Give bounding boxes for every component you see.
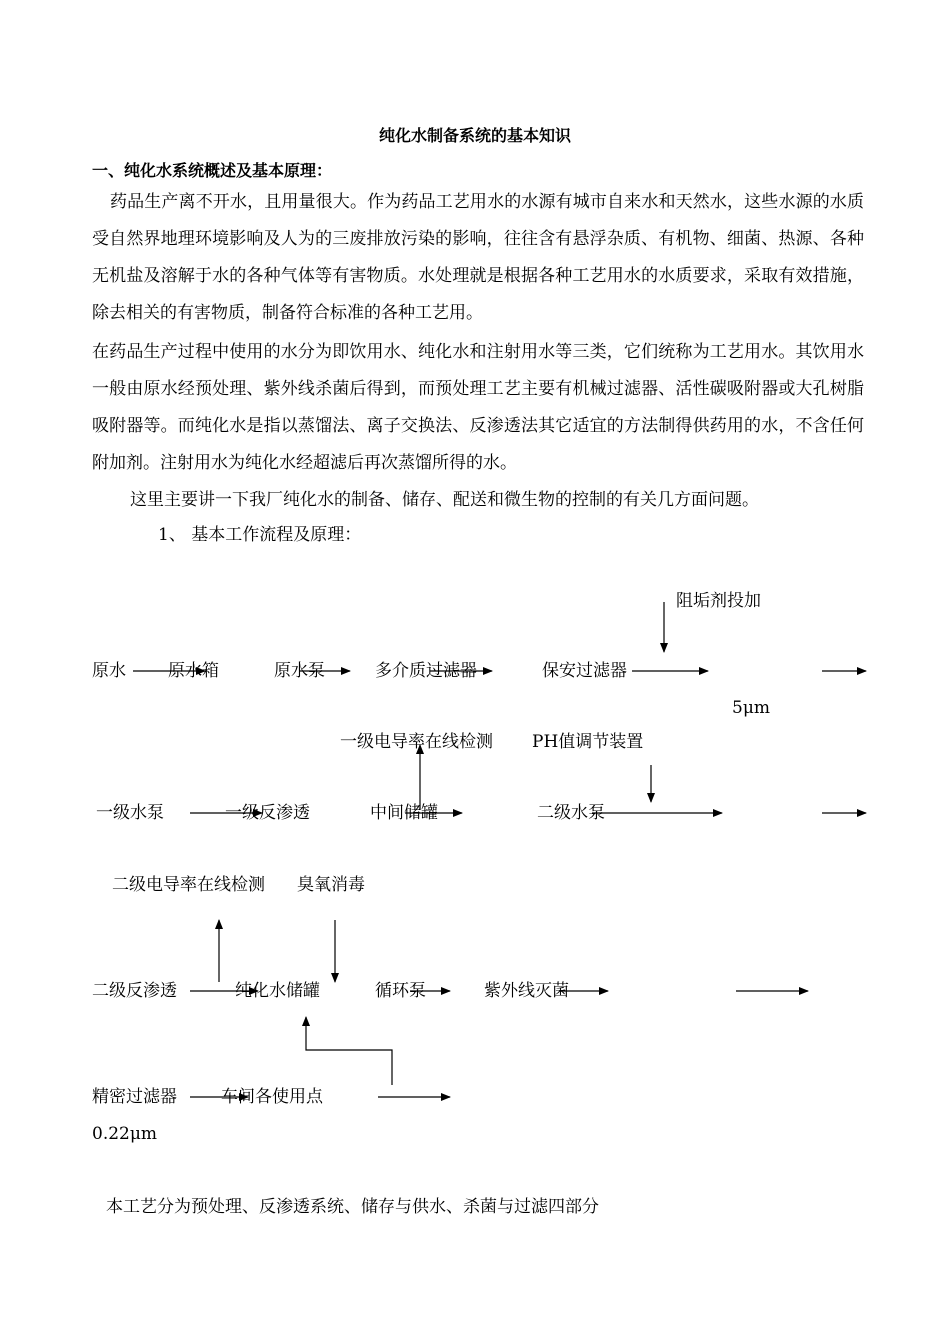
section-heading: 一、纯化水系统概述及基本原理： — [92, 161, 333, 180]
label-use-points: 车间各使用点 — [221, 1087, 323, 1107]
label-conductivity2: 二级电导率在线检测 — [112, 875, 265, 895]
label-raw-water: 原水 — [92, 661, 126, 681]
label-filter-022um: 0.22μm — [92, 1124, 158, 1144]
label-uv: 紫外线灭菌 — [484, 981, 569, 1001]
label-circ-pump: 循环泵 — [375, 981, 426, 1001]
label-security-filter: 保安过滤器 — [542, 661, 627, 681]
label-raw-tank: 原水箱 — [168, 661, 219, 681]
paragraph-water-types: 在药品生产过程中使用的水分为即饮用水、纯化水和注射用水等三类，它们统称为工艺用水。其饮用水一般由原水经预处理、紫外线杀菌后得到，而预处理工艺主要有机械过滤器、活性碳吸附器或大孔树脂吸附器等。而纯化水是指以蒸馏法、离子交换法、反渗透法其它适宜的方法制得供药用的水，不含任何附加剂。注射用水为纯化水经超滤后再次蒸馏所得的水。 — [92, 342, 864, 473]
label-ro1: 一级反渗透 — [225, 803, 310, 823]
paragraph-overview-text: 药品生产离不开水，且用量很大。作为药品工艺用水的水源有城市自来水和天然水，这些水源的水质受自然界地理环境影响及人为的三废排放污染的影响，往往含有悬浮杂质、有机物、细菌、热源、各种无机盐及溶解于水的各种气体等有害物质。水处理就是根据各种工艺用水的水质要求，采取有效措施，除去相关的有害物质，制备符合标准的各种工艺用。 — [92, 192, 864, 323]
paragraph-workflow-heading: 1、 基本工作流程及原理： — [158, 525, 362, 545]
paragraph-intro: 这里主要讲一下我厂纯化水的制备、储存、配送和微生物的控制的有关几方面问题。 — [130, 490, 759, 510]
label-precision-filter: 精密过滤器 — [92, 1087, 177, 1107]
label-raw-pump: 原水泵 — [274, 661, 325, 681]
label-antiscalant: 阻垢剂投加 — [676, 591, 761, 611]
doc-title: 纯化水制备系统的基本知识 — [378, 126, 571, 145]
label-mid-tank: 中间储罐 — [370, 803, 438, 823]
label-ozone: 臭氧消毒 — [297, 875, 365, 895]
label-conductivity1: 一级电导率在线检测 — [340, 732, 493, 752]
footer-summary: 本工艺分为预处理、反渗透系统、储存与供水、杀菌与过滤四部分 — [106, 1197, 599, 1217]
label-ph-device: PH值调节装置 — [532, 732, 644, 752]
label-pump2: 二级水泵 — [537, 803, 605, 823]
label-multimedia-filter: 多介质过滤器 — [375, 661, 477, 681]
label-ro2: 二级反渗透 — [92, 981, 177, 1001]
return-line — [306, 1017, 392, 1085]
label-filter-5um: 5μm — [732, 698, 770, 718]
label-pure-tank: 纯化水储罐 — [235, 981, 320, 1001]
label-pump1: 一级水泵 — [96, 803, 164, 823]
